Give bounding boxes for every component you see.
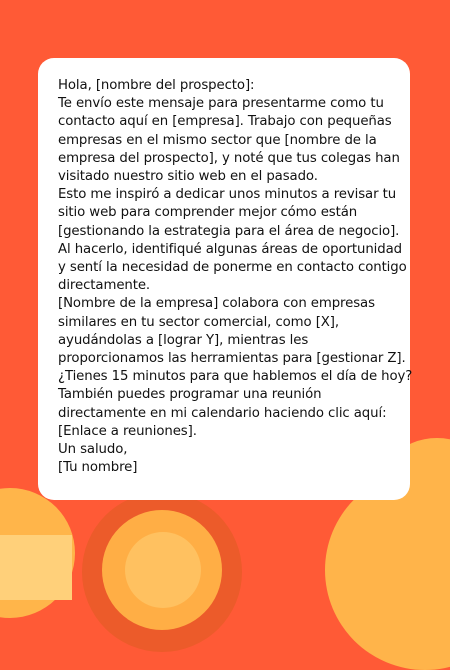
message-line: proporcionamos las herramientas para [gestionar Z].: [58, 351, 406, 367]
message-line: visitado nuestro sitio web en el pasado.: [58, 169, 318, 185]
sign-off-line: Un saludo,: [58, 442, 128, 458]
message-line: Al hacerlo, identifiqué algunas áreas de oportunidad: [58, 241, 402, 257]
message-line: empresa del prospecto], y noté que tus colegas han: [58, 150, 400, 166]
decorative-rect-right: [372, 505, 450, 600]
message-line: [gestionando la estrategia para el área de negocio].: [58, 223, 400, 239]
message-line: y sentí la necesidad de ponerme en contacto contigo: [58, 260, 407, 276]
message-line: Esto me inspiró a dedicar unos minutos a revisar tu: [58, 187, 397, 203]
message-line: [Nombre de la empresa] colabora con empresas: [58, 296, 375, 312]
message-line: ayudándolas a [lograr Y], mientras les: [58, 332, 309, 348]
decorative-ring-inner: [125, 532, 201, 608]
message-line: También puedes programar una reunión: [58, 387, 322, 403]
greeting-line: Hola, [nombre del prospecto]:: [58, 78, 255, 93]
message-body: [58, 77, 413, 477]
message-line: Te envío este mensaje para presentarme como tu: [58, 96, 384, 112]
message-line: directamente.: [58, 278, 151, 294]
message-line: empresas en el mismo sector que [nombre de la: [58, 132, 377, 148]
message-card: [38, 58, 413, 500]
signature-line: [Tu nombre]: [58, 460, 138, 476]
message-line: directamente en mi calendario haciendo clic aquí:: [58, 405, 387, 421]
message-line: contacto aquí en [empresa]. Trabajo con pequeñas: [58, 114, 392, 130]
message-line: ¿Tienes 15 minutos para que hablemos el día de hoy?: [58, 369, 413, 385]
message-line: similares en tu sector comercial, como [X],: [58, 314, 340, 330]
message-line: sitio web para comprender mejor cómo están: [58, 205, 358, 221]
meeting-link-placeholder: [Enlace a reuniones].: [58, 423, 197, 439]
decorative-rect-left: [0, 535, 72, 600]
